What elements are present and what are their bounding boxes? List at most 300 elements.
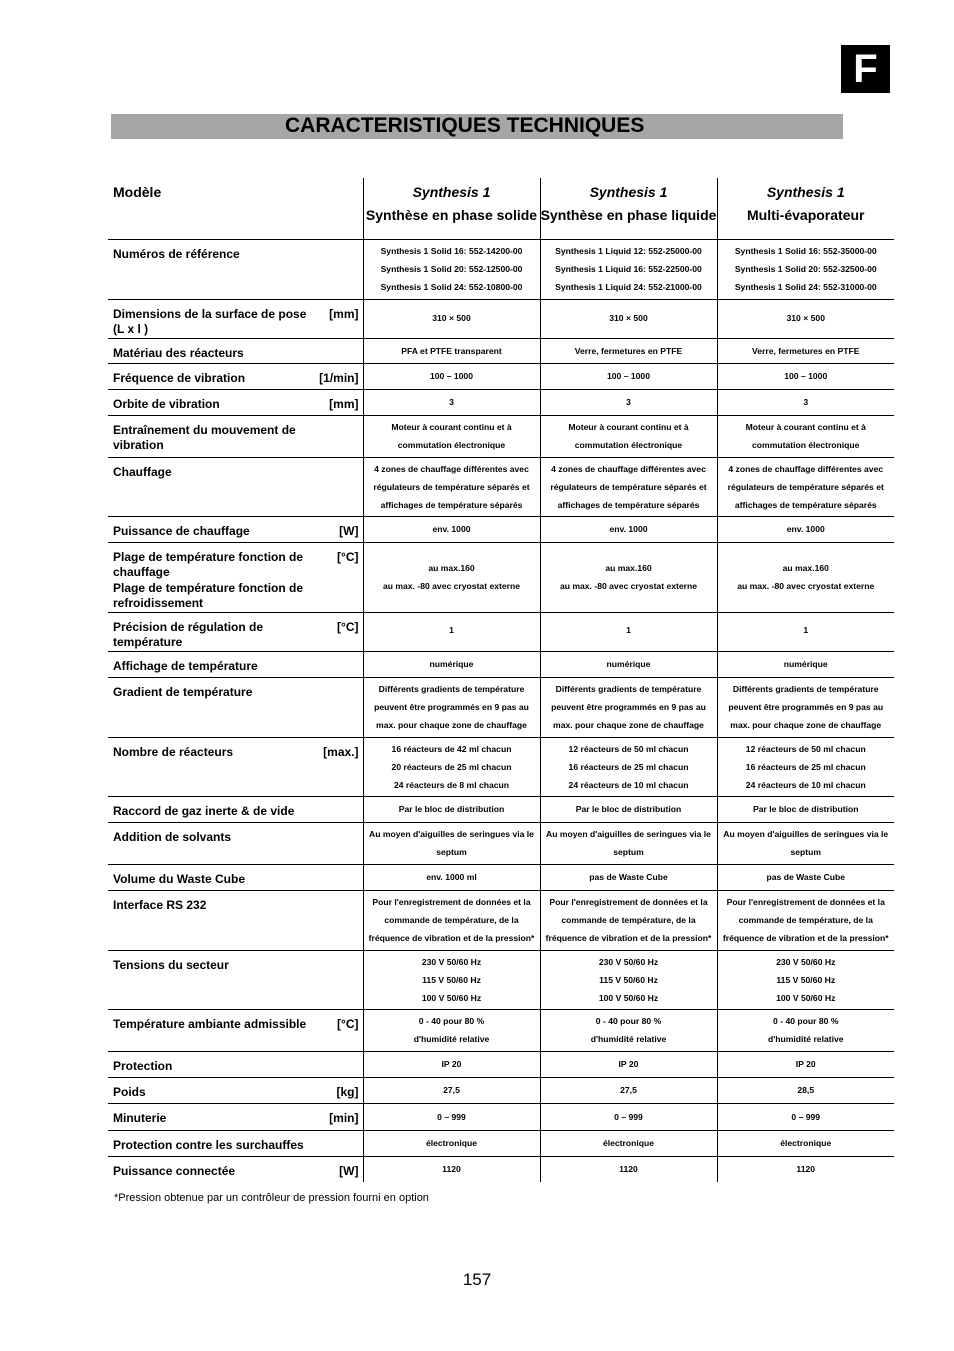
cell-value-line: fréquence de vibration et de la pression*: [722, 933, 889, 943]
cell-value-line: 1120: [619, 1164, 638, 1174]
cell-value-line: IP 20: [618, 1059, 639, 1069]
cell-value-line: 27,5: [443, 1085, 460, 1095]
header-column-1: [363, 178, 540, 239]
row-label-text: Interface RS 232: [113, 897, 207, 912]
cell-value-line: 310 × 500: [432, 312, 471, 323]
cell-value-line: Moteur à courant continu et à: [745, 422, 866, 432]
cell-value-line: pas de Waste Cube: [766, 872, 845, 882]
row-label-cell: [108, 651, 363, 677]
cell-value-line: au max.160: [782, 562, 829, 573]
cell-value-line: 1: [803, 625, 809, 635]
table-row: [108, 363, 894, 389]
cell-value-line: Verre, fermetures en PTFE: [752, 345, 860, 356]
cell-value: [718, 543, 895, 611]
cell-value-line: au max. -80 avec cryostat externe: [559, 580, 698, 591]
value-cell: [540, 950, 717, 1009]
row-unit: [°C]: [337, 619, 359, 634]
row-label: [108, 797, 363, 820]
value-cell: [540, 1103, 717, 1130]
cell-value: [541, 300, 717, 336]
value-cell: [717, 651, 894, 677]
cell-value: [541, 951, 717, 1009]
table-row: [108, 950, 894, 1009]
cell-value: [364, 652, 540, 677]
row-unit: [°C]: [337, 549, 359, 564]
cell-value-line: 3: [626, 397, 631, 407]
cell-value: [541, 1104, 717, 1130]
value-cell: [717, 677, 894, 737]
value-cell: [717, 1077, 894, 1103]
cell-value-line: Par le bloc de distribution: [752, 804, 859, 814]
value-cell: [363, 299, 540, 338]
cell-value-line: pas de Waste Cube: [589, 872, 668, 882]
cell-value: [541, 416, 717, 457]
model-name: Synthesis 1: [412, 184, 491, 200]
value-cell: [540, 822, 717, 864]
cell-value-line: numérique: [606, 659, 651, 669]
cell-value-line: Par le bloc de distribution: [575, 804, 682, 814]
value-cell: [717, 796, 894, 822]
value-cell: [540, 457, 717, 516]
cell-value-line: affichages de température séparés: [734, 499, 877, 510]
cell-value-line: numérique: [429, 659, 474, 669]
cell-value: [541, 797, 717, 822]
row-label-text: Numéros de référence: [113, 246, 240, 261]
cell-value: [718, 1131, 895, 1156]
row-label-cell: [108, 677, 363, 737]
table-row: [108, 1009, 894, 1051]
row-label: [108, 738, 363, 761]
cell-value-line: env. 1000: [432, 524, 471, 534]
cell-value-line: 3: [449, 397, 454, 407]
cell-value: [364, 823, 540, 864]
row-label: [108, 865, 363, 888]
cell-value: [541, 339, 717, 363]
cell-value-line: 230 V 50/60 Hz: [776, 956, 836, 967]
cell-value-line: 24 réacteurs de 8 ml chacun: [393, 779, 510, 790]
table-header-row: [108, 178, 894, 239]
value-cell: [363, 864, 540, 890]
cell-value: [718, 364, 895, 389]
row-unit: [max.]: [323, 744, 359, 759]
cell-value-line: 16 réacteurs de 25 ml chacun: [568, 761, 689, 772]
row-label: [108, 390, 363, 413]
row-label-text: Puissance de chauffage: [113, 523, 250, 538]
row-label-cell: [108, 890, 363, 950]
model-name: Synthesis 1: [766, 184, 845, 200]
cell-value: [364, 517, 540, 542]
cell-value: [541, 1131, 717, 1156]
row-label-text: Entraînement du mouvement de vibration: [113, 422, 296, 452]
cell-value-line: 12 réacteurs de 50 ml chacun: [568, 743, 689, 754]
table-row: [108, 822, 894, 864]
row-label-cell: [108, 338, 363, 363]
value-cell: [363, 338, 540, 363]
table-row: [108, 1077, 894, 1103]
cell-value-line: Synthesis 1 Solid 16: 552-14200-00: [380, 246, 523, 256]
row-label: [108, 339, 363, 362]
value-cell: [363, 239, 540, 299]
cell-value: [541, 613, 717, 648]
value-cell: [540, 651, 717, 677]
cell-value-line: 0 - 40 pour 80 %: [773, 1016, 839, 1026]
row-label-text: Minuterie: [113, 1110, 167, 1125]
row-label-text: Précision de régulation de température: [113, 619, 264, 649]
row-label-cell: [108, 1130, 363, 1156]
cell-value-line: électronique: [602, 1138, 655, 1148]
row-label-text: Puissance connectée: [113, 1163, 236, 1178]
cell-value-line: 24 réacteurs de 10 ml chacun: [745, 779, 866, 790]
row-label-cell: [108, 1051, 363, 1077]
value-cell: [540, 1077, 717, 1103]
cell-value-line: Moteur à courant continu et à: [391, 422, 512, 432]
value-cell: [363, 389, 540, 415]
cell-value-line: Synthesis 1 Solid 20: 552-32500-00: [734, 264, 877, 274]
table-row: [108, 1103, 894, 1130]
row-label: [108, 300, 363, 338]
row-unit: [kg]: [336, 1084, 359, 1099]
table-row: [108, 864, 894, 890]
cell-value: [718, 738, 895, 796]
cell-value: [364, 458, 540, 516]
cell-value: [364, 543, 540, 611]
cell-value-line: 1: [626, 625, 631, 635]
cell-value: [718, 390, 895, 415]
cell-value-line: Par le bloc de distribution: [398, 804, 505, 814]
cell-value-line: max. pour chaque zone de chauffage: [376, 720, 527, 730]
cell-value-line: peuvent être programmés en 9 pas au: [728, 702, 884, 712]
value-cell: [363, 1077, 540, 1103]
row-label: [108, 1010, 363, 1033]
cell-value-line: d'humidité relative: [413, 1034, 490, 1044]
row-label-text: Protection contre les surchauffes: [113, 1137, 304, 1152]
cell-value: [541, 1052, 717, 1077]
table-row: [108, 890, 894, 950]
cell-value: [364, 339, 540, 363]
cell-value-line: Différents gradients de température: [732, 684, 879, 694]
value-cell: [717, 612, 894, 651]
value-cell: [717, 239, 894, 299]
cell-value: [718, 458, 895, 516]
row-unit: [W]: [339, 523, 359, 538]
value-cell: [540, 1051, 717, 1077]
cell-value-line: septum: [436, 847, 467, 857]
table-row: [108, 1156, 894, 1182]
cell-value-line: 100 – 1000: [606, 371, 650, 381]
table-row: [108, 796, 894, 822]
cell-value-line: 115 V 50/60 Hz: [422, 974, 481, 985]
row-label-cell: [108, 1103, 363, 1130]
value-cell: [540, 299, 717, 338]
row-unit: [1/min]: [319, 370, 359, 385]
value-cell: [717, 457, 894, 516]
value-cell: [717, 737, 894, 796]
model-name: Synthesis 1: [589, 184, 668, 200]
cell-value: [541, 678, 717, 737]
row-label-cell: [108, 1009, 363, 1051]
value-cell: [363, 612, 540, 651]
row-label-text: Fréquence de vibration: [113, 370, 246, 385]
row-label: [108, 364, 363, 387]
cell-value-line: 0 – 999: [791, 1111, 821, 1122]
cell-value: [364, 1157, 540, 1182]
table-row: [108, 338, 894, 363]
value-cell: [540, 890, 717, 950]
value-cell: [540, 338, 717, 363]
cell-value: [541, 652, 717, 677]
value-cell: [540, 363, 717, 389]
cell-value: [364, 797, 540, 822]
value-cell: [540, 542, 717, 612]
cell-value: [541, 1010, 717, 1051]
cell-value: [718, 1104, 895, 1130]
row-label-text: Gradient de température: [113, 684, 253, 699]
row-label-cell: [108, 612, 363, 651]
cell-value: [718, 1157, 895, 1182]
value-cell: [717, 864, 894, 890]
cell-value-line: 115 V 50/60 Hz: [776, 974, 836, 985]
value-cell: [717, 890, 894, 950]
cell-value-line: IP 20: [795, 1059, 816, 1069]
cell-value: [541, 1157, 717, 1182]
cell-value-line: commutation électronique: [574, 440, 683, 450]
value-cell: [717, 1009, 894, 1051]
cell-value: [364, 240, 540, 299]
table-row: [108, 457, 894, 516]
header-column-2: [540, 178, 717, 239]
row-label-cell: [108, 457, 363, 516]
cell-value: [718, 891, 895, 950]
cell-value-line: Au moyen d'aiguilles de seringues via le: [723, 829, 889, 839]
value-cell: [540, 1009, 717, 1051]
cell-value-line: fréquence de vibration et de la pression*: [368, 933, 535, 943]
table-row: [108, 737, 894, 796]
row-label: [108, 652, 363, 675]
row-unit: [°C]: [337, 1016, 359, 1031]
cell-value-line: PFA et PTFE transparent: [401, 345, 502, 356]
row-label-cell: [108, 822, 363, 864]
cell-value-line: Différents gradients de température: [555, 684, 702, 694]
value-cell: [363, 1130, 540, 1156]
cell-value-line: 1120: [796, 1164, 816, 1174]
cell-value-line: régulateurs de température séparés et: [373, 481, 530, 492]
row-label: [108, 678, 363, 701]
row-label-cell: [108, 1077, 363, 1103]
table-row: [108, 389, 894, 415]
cell-value: [364, 891, 540, 950]
value-cell: [363, 822, 540, 864]
cell-value-line: Pour l'enregistrement de données et la: [549, 897, 708, 907]
cell-value-line: 27,5: [620, 1085, 637, 1095]
value-cell: [363, 1103, 540, 1130]
row-label-cell: [108, 864, 363, 890]
cell-value-line: électronique: [780, 1138, 832, 1148]
cell-value-line: 100 V 50/60 Hz: [598, 992, 659, 1003]
cell-value-line: peuvent être programmés en 9 pas au: [374, 702, 529, 712]
row-label: [108, 951, 363, 974]
cell-value-line: 0 - 40 pour 80 %: [595, 1016, 662, 1026]
cell-value-line: commande de température, de la: [738, 915, 873, 925]
table-row: [108, 677, 894, 737]
footnote: *Pression obtenue par un contrôleur de pression fourni en option: [114, 1192, 429, 1204]
value-cell: [363, 1156, 540, 1182]
row-label-text: Température ambiante admissible: [113, 1016, 307, 1031]
row-label: [108, 823, 363, 846]
value-cell: [363, 651, 540, 677]
value-cell: [540, 796, 717, 822]
cell-value: [364, 364, 540, 389]
value-cell: [363, 363, 540, 389]
cell-value-line: d'humidité relative: [590, 1034, 667, 1044]
cell-value-line: Synthesis 1 Liquid 16: 552-22500-00: [555, 264, 702, 274]
table-row: [108, 612, 894, 651]
cell-value-line: 100 – 1000: [429, 371, 473, 381]
cell-value-line: fréquence de vibration et de la pression*: [545, 933, 712, 943]
row-label-text: Volume du Waste Cube: [113, 871, 246, 886]
table-row: [108, 1051, 894, 1077]
value-cell: [717, 338, 894, 363]
row-label-cell: [108, 542, 363, 612]
row-label-cell: [108, 950, 363, 1009]
cell-value-line: 100 V 50/60 Hz: [776, 992, 836, 1003]
cell-value-line: max. pour chaque zone de chauffage: [553, 720, 704, 730]
cell-value-line: Au moyen d'aiguilles de seringues via le: [369, 829, 534, 839]
row-label-text: Affichage de température: [113, 658, 258, 673]
cell-value-line: 230 V 50/60 Hz: [598, 956, 659, 967]
value-cell: [363, 516, 540, 542]
value-cell: [540, 677, 717, 737]
cell-value-line: 16 réacteurs de 42 ml chacun: [391, 743, 512, 754]
cell-value-line: max. pour chaque zone de chauffage: [730, 720, 882, 730]
row-label-text: Matériau des réacteurs: [113, 345, 244, 360]
cell-value-line: numérique: [783, 659, 828, 669]
value-cell: [363, 415, 540, 457]
row-label-cell: [108, 363, 363, 389]
cell-value: [541, 517, 717, 542]
cell-value: [541, 738, 717, 796]
value-cell: [540, 389, 717, 415]
row-label-text: Nombre de réacteurs: [113, 744, 234, 759]
cell-value-line: commutation électronique: [397, 440, 506, 450]
model-variant: Multi-évaporateur: [747, 207, 865, 223]
cell-value-line: env. 1000: [786, 524, 825, 534]
cell-value-line: env. 1000: [609, 524, 648, 534]
row-label-cell: [108, 737, 363, 796]
cell-value-line: 3: [803, 397, 809, 407]
cell-value: [364, 613, 540, 648]
value-cell: [717, 1156, 894, 1182]
cell-value: [364, 951, 540, 1009]
cell-value: [541, 543, 717, 611]
cell-value: [718, 1052, 895, 1077]
row-unit: [W]: [339, 1163, 359, 1178]
row-label-cell: [108, 415, 363, 457]
row-unit: [mm]: [329, 306, 359, 321]
cell-value-line: électronique: [425, 1138, 478, 1148]
value-cell: [363, 890, 540, 950]
cell-value-line: 310 × 500: [609, 312, 648, 323]
cell-value-line: Synthesis 1 Liquid 12: 552-25000-00: [555, 246, 702, 256]
row-label-cell: [108, 1156, 363, 1182]
row-label: [108, 416, 363, 454]
cell-value-line: 28,5: [797, 1085, 815, 1095]
cell-value: [718, 240, 895, 299]
cell-value-line: au max. -80 avec cryostat externe: [382, 580, 521, 591]
row-label-cell: [108, 299, 363, 338]
cell-value: [718, 865, 895, 890]
cell-value-line: env. 1000 ml: [426, 872, 477, 882]
row-label: [108, 543, 363, 612]
header-label-cell: [108, 178, 363, 239]
cell-value: [364, 1104, 540, 1130]
cell-value-line: Pour l'enregistrement de données et la: [372, 897, 531, 907]
cell-value-line: 100 V 50/60 Hz: [421, 992, 482, 1003]
cell-value: [718, 613, 895, 648]
header-label: Modèle: [113, 184, 162, 200]
cell-value: [541, 364, 717, 389]
cell-value-line: 230 V 50/60 Hz: [421, 956, 482, 967]
row-label-cell: [108, 239, 363, 299]
cell-value-line: Synthesis 1 Solid 16: 552-35000-00: [734, 246, 877, 256]
cell-value: [364, 738, 540, 796]
cell-value-line: Synthesis 1 Solid 24: 552-10800-00: [380, 282, 523, 292]
cell-value-line: 4 zones de chauffage différentes avec: [728, 463, 884, 474]
row-label-text: Orbite de vibration: [113, 396, 220, 411]
cell-value-line: 1: [449, 625, 454, 635]
cell-value-line: 4 zones de chauffage différentes avec: [551, 463, 706, 474]
value-cell: [540, 1130, 717, 1156]
cell-value-line: d'humidité relative: [767, 1034, 844, 1044]
value-cell: [363, 457, 540, 516]
value-cell: [363, 1009, 540, 1051]
value-cell: [363, 677, 540, 737]
model-variant: Synthèse en phase liquide: [540, 207, 717, 223]
table-row: [108, 415, 894, 457]
cell-value-line: 0 - 40 pour 80 %: [418, 1016, 485, 1026]
cell-value: [541, 891, 717, 950]
cell-value: [364, 300, 540, 336]
row-label-text: Protection: [113, 1058, 173, 1073]
cell-value-line: 12 réacteurs de 50 ml chacun: [745, 743, 866, 754]
row-label: [108, 1131, 363, 1154]
row-label: [108, 613, 363, 651]
cell-value-line: 0 – 999: [614, 1111, 643, 1122]
value-cell: [717, 389, 894, 415]
cell-value-line: Moteur à courant continu et à: [568, 422, 689, 432]
value-cell: [540, 737, 717, 796]
cell-value-line: 20 réacteurs de 25 ml chacun: [391, 761, 512, 772]
cell-value-line: Au moyen d'aiguilles de seringues via le: [546, 829, 711, 839]
cell-value-line: 115 V 50/60 Hz: [599, 974, 658, 985]
cell-value-line: 310 × 500: [786, 312, 825, 323]
cell-value-line: 1120: [442, 1164, 461, 1174]
cell-value: [718, 1010, 895, 1051]
page-title: CARACTERISTIQUES TECHNIQUES: [285, 114, 645, 137]
row-label-cell: [108, 796, 363, 822]
cell-value: [364, 1078, 540, 1103]
row-label-cell: [108, 516, 363, 542]
value-cell: [717, 950, 894, 1009]
header-column-3: [717, 178, 894, 239]
cell-value-line: 4 zones de chauffage différentes avec: [374, 463, 529, 474]
row-label-text: Chauffage: [113, 464, 172, 479]
cell-value-line: affichages de température séparés: [380, 499, 523, 510]
cell-value: [718, 416, 895, 457]
row-unit: [min]: [329, 1110, 359, 1125]
cell-value-line: Différents gradients de température: [378, 684, 525, 694]
table-row: [108, 239, 894, 299]
cell-value: [718, 1078, 895, 1103]
